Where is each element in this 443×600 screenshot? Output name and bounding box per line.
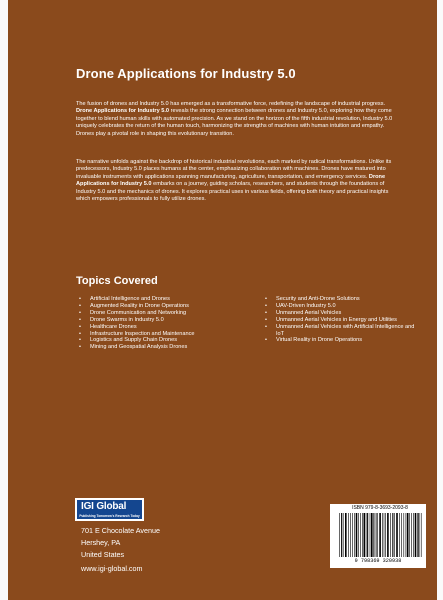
publisher-logo [75, 498, 144, 521]
back-cover [8, 0, 437, 600]
page-margin-right [437, 0, 443, 600]
topic-item: • Unmanned Aerial Vehicles in Energy and Utilities [262, 317, 416, 324]
publisher-address-city: Hershey, PA [81, 538, 121, 547]
publisher-logo-tagline: Publishing Tomorrow's Research Today [77, 513, 142, 519]
topic-item: • Infrastructure Inspection and Maintenance [76, 331, 262, 338]
publisher-logo-name: IGI Global [77, 500, 142, 513]
publisher-address-street: 701 E Chocolate Avenue [81, 526, 160, 535]
barcode-number: 9 798369 320938 [354, 558, 402, 564]
topic-item: • Virtual Reality in Drone Operations [262, 337, 416, 344]
topics-list-left [76, 296, 262, 351]
topic-item: • Augmented Reality in Drone Operations [76, 303, 262, 310]
desc2-part2: embarks on a journey, guiding scholars, researchers, and students through the foundations of Industry 5.0 and the mechanics of drones. It explores practical uses in various fields, offering both theory and practical insights which empowers professionals to fully utilize drones. [76, 181, 389, 203]
topic-item: • Artificial Intelligence and Drones [76, 296, 262, 303]
publisher-website: www.igi-global.com [81, 564, 143, 573]
desc1-part2: reveals the strong connection between drones and Industry 5.0, exploring how they come together to blend human skills with automated precision. As we stand on the horizon of the fifth industrial revolution, Industry 5.0 uniquely celebrates the return of the human touch, harmonizing the strengths of machines with human intuition and empathy. Drones play a pivotal role in shaping this evolutionary transition. [76, 108, 393, 137]
description-paragraph-1 [76, 101, 398, 138]
desc2-part1: The narrative unfolds against the backdrop of historical industrial revolutions, each marked by radical transformations. Unlike its predecessors, Industry 5.0 places humans at the center, emphasizing collaboration with machines. Drones have matured into invaluable instruments with applications spanning manufacturing, agriculture, transportation, and emergency services. [76, 159, 392, 180]
barcode-bars [338, 513, 422, 557]
topic-item: • Drone Communication and Networking [76, 310, 262, 317]
topic-item: • UAV-Driven Industry 5.0 [262, 303, 416, 310]
desc1-book-title: Drone Applications for Industry 5.0 [76, 108, 170, 115]
topic-item: • Healthcare Drones [76, 324, 262, 331]
topic-item: • Logistics and Supply Chain Drones [76, 337, 262, 344]
topic-item: • Security and Anti-Drone Solutions [262, 296, 416, 303]
description-paragraph-2 [76, 159, 398, 203]
page-margin-left [0, 0, 8, 600]
desc1-part1: The fusion of drones and Industry 5.0 has emerged as a transformative force, redefining the landscape of industrial progress. [76, 101, 386, 107]
book-title: Drone Applications for Industry 5.0 [76, 66, 296, 81]
publisher-address-country: United States [81, 550, 125, 559]
desc2-book-title: Drone Applications for Industry 5.0 [76, 173, 386, 188]
topic-item: • Unmanned Aerial Vehicles [262, 310, 416, 317]
isbn-barcode [330, 504, 426, 568]
isbn-label: ISBN 979-8-3693-2093-8 [352, 505, 408, 511]
topic-item: • Unmanned Aerial Vehicles with Artificial Intelligence and IoT [262, 324, 416, 338]
topic-item: • Drone Swarms in Industry 5.0 [76, 317, 262, 324]
topics-heading: Topics Covered [76, 275, 158, 287]
topic-item: • Mining and Geospatial Analysis Drones [76, 344, 262, 351]
topics-list-right [262, 296, 416, 344]
